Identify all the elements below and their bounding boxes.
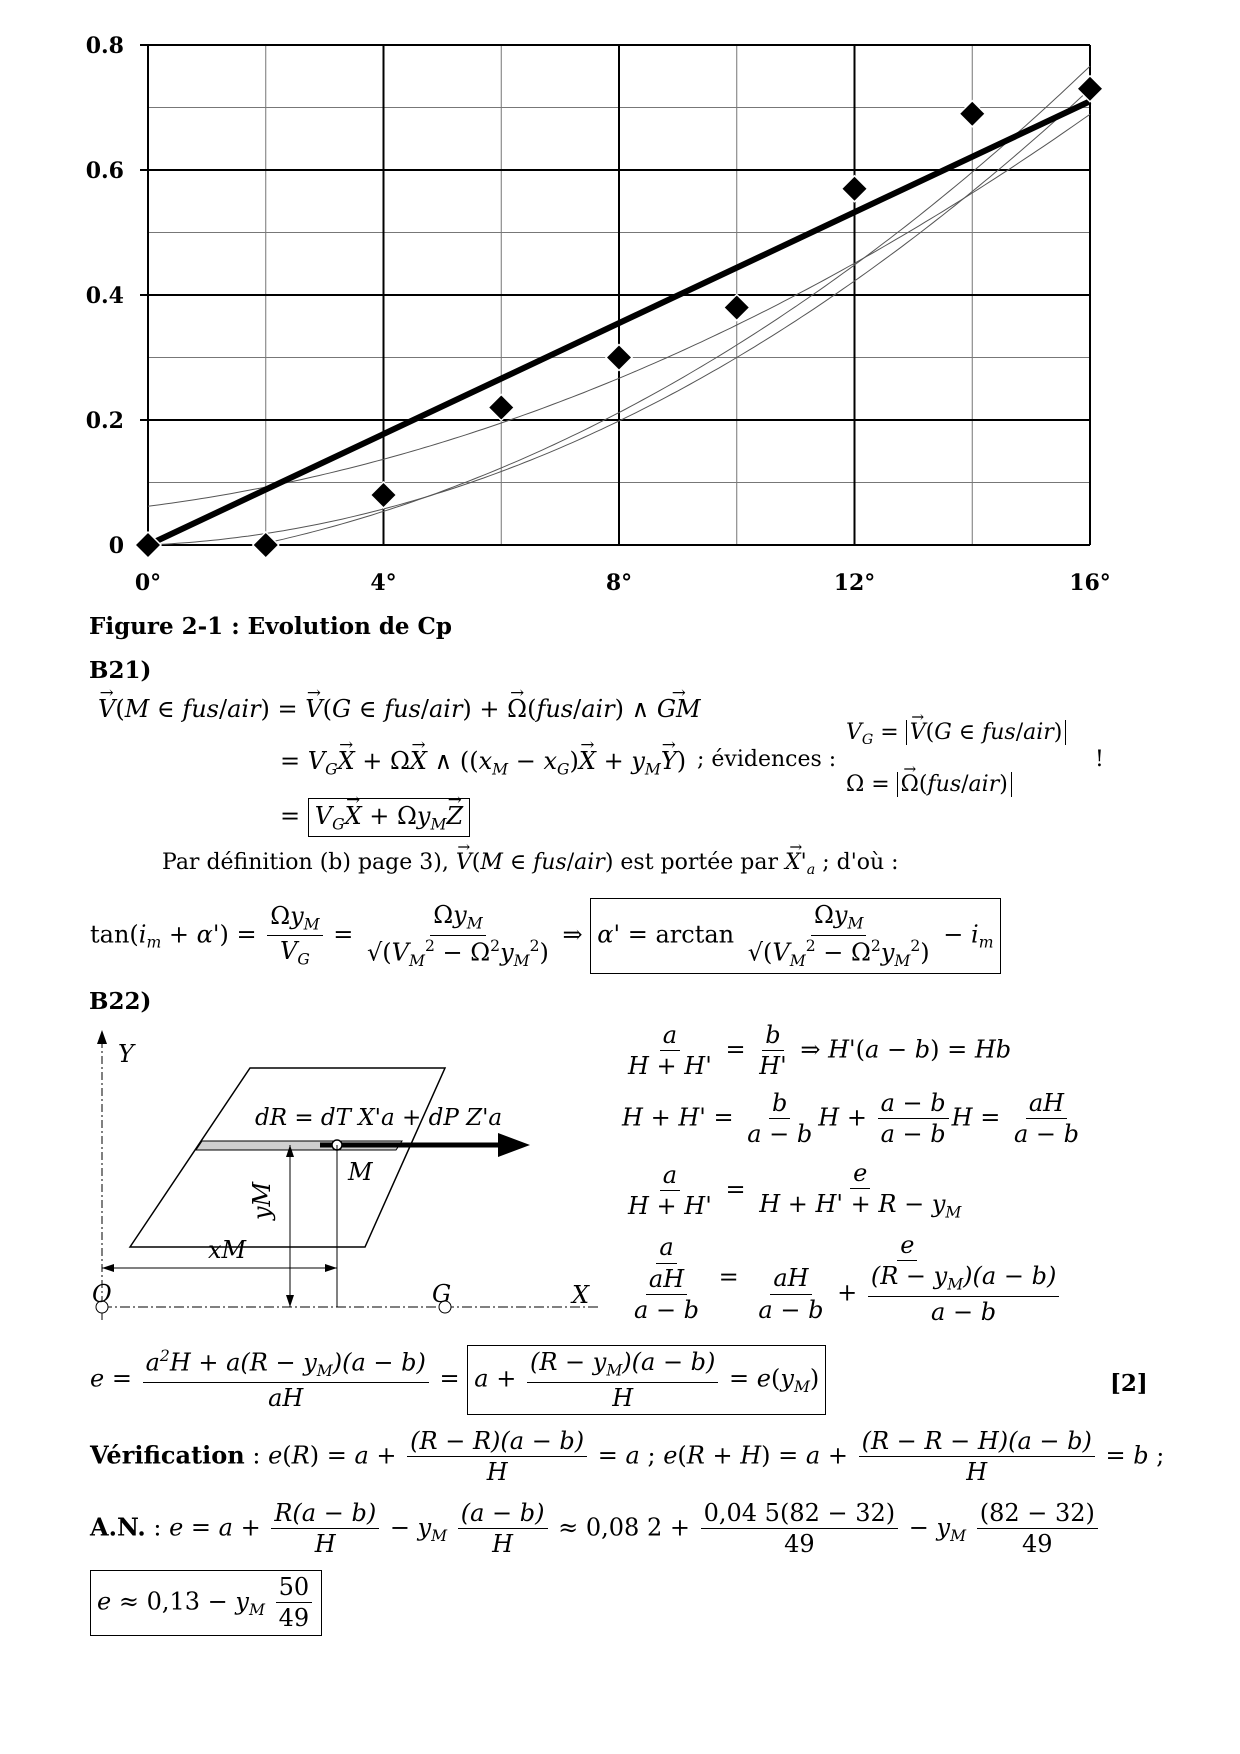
b21-heading: B21)	[89, 657, 152, 684]
an-line: A.N. : e = a + $\frac{R(a - b)}{H}$ − $y_M$ $\frac{(a - b)}{H}$ ≈ 0,08 2 + $\frac{0,04 5(82 - 32)}{49}$ − $y_M$ $\frac{(82 - 32)}{49}$	[90, 1500, 1101, 1558]
x-tick-label: 16°	[1069, 570, 1111, 596]
cp-chart	[0, 0, 1240, 610]
x-tick-label: 12°	[833, 570, 876, 596]
b21-eq-line1: → V(M ∈ fus/air) = → V(G ∈ fus/air) + → Ω(fus/air) ∧ → GM	[98, 695, 701, 723]
x-tick-label: 4°	[370, 570, 397, 596]
data-point	[488, 395, 514, 421]
wing-diagram	[80, 1020, 590, 1335]
x-tick-label: 8°	[605, 570, 633, 596]
svg-text:M: M	[348, 1158, 373, 1186]
y-tick-label: 0	[108, 533, 124, 559]
y-tick-label: 0.8	[85, 33, 124, 59]
y-tick-label: 0.2	[85, 408, 124, 434]
data-point	[959, 101, 985, 127]
svg-text:X: X	[572, 1281, 590, 1309]
data-point	[371, 482, 397, 508]
b21-evidence-omega: Ω = → Ω(fus/air)	[846, 772, 1012, 797]
b21-definition: Par définition (b) page 3), → V(M ∈ fus/air) est portée par → $X'_a$ ; d'où :	[162, 850, 899, 878]
svg-text:dR = dT X'a + dP Z'a: dR = dT X'a + dP Z'a	[255, 1105, 503, 1131]
an-result: $e \approx 0,13 - y_M$ $\frac{50}{49}$	[90, 1570, 322, 1636]
b22-eq1: $\frac{a}{H + H'}$ = $\frac{b}{H'}$ ⇒ H'(a − b) = Hb	[628, 1021, 1012, 1081]
b21-evidence-vg: $V_G$ = → V(G ∈ fus/air)	[846, 720, 1066, 748]
b22-eq3: $\frac{a}{H + H'}$ = $\frac{e}{H + H' + R - y_M}$	[628, 1159, 962, 1222]
reference-2: [2]	[1110, 1370, 1148, 1397]
svg-text:O: O	[92, 1280, 112, 1308]
svg-text:G: G	[432, 1280, 452, 1308]
b21-exclaim: !	[1095, 747, 1104, 772]
data-point	[135, 532, 161, 558]
b22-eq2: H + H' = $\frac{b}{a - b}$ H + $\frac{a - b}{a - b}$ H = $\frac{aH}{a - b}$	[622, 1089, 1079, 1149]
svg-text:Y: Y	[118, 1040, 134, 1068]
b21-eq-line2: = $V_G\to X + \Omega\to X$ ∧ $((x_M - x_G)\to X + y_M\to Y)$	[280, 747, 686, 778]
svg-text:yM: yM	[248, 1181, 276, 1220]
e-equation: e = $\frac{a^2H + a(R - y_M)(a - b)}{aH}$ = a + $\frac{(R - y_M)(a - b)}{H}$ = $e(y_M)$	[90, 1345, 826, 1415]
data-point	[606, 345, 632, 371]
y-tick-label: 0.4	[85, 283, 124, 309]
chart-x-ticks	[135, 570, 1111, 596]
y-tick-label: 0.6	[85, 158, 124, 184]
x-tick-label: 0°	[134, 570, 162, 596]
b22-heading: B22)	[89, 988, 152, 1015]
chart-major-grid	[140, 45, 1090, 545]
verification-line: Vérification : e(R) = a + $\frac{(R - R)(a - b)}{H}$ = a ; e(R + H) = a + $\frac{(R - R - H)(a - b)}{H}$ = b ;	[90, 1427, 1165, 1487]
figure-caption: Figure 2-1 : Evolution de Cp	[89, 613, 452, 640]
b21-eq-line3: = $V_G\to X + \Omega y_M\to Z$	[280, 798, 470, 837]
b22-eq4: $\frac{a}{\frac{aH}{a - b}}$ = e $\frac{aH}{a - b}$ + $\frac{(R - y_M)(a - b)}{a - b}$	[622, 1232, 1068, 1325]
data-point	[842, 176, 868, 202]
data-point	[253, 532, 279, 558]
data-point	[724, 295, 750, 321]
svg-text:xM: xM	[208, 1236, 247, 1264]
b21-evidences-label: ; évidences :	[697, 747, 837, 772]
b21-tan-equation: $\tan(i_m + \alpha')$ = $\frac{\Omega y_M}{V_G}$ = $\frac{\Omega y_M}{√(V_M^2 - \Omega^2y_M^2)}$ ⇒ α' = arctan $\frac{\Omega y_M}{√(V_M^2 - \Omega^2y_M^2)}$ − $i_m$	[90, 898, 1001, 974]
chart-y-ticks	[86, 33, 124, 559]
